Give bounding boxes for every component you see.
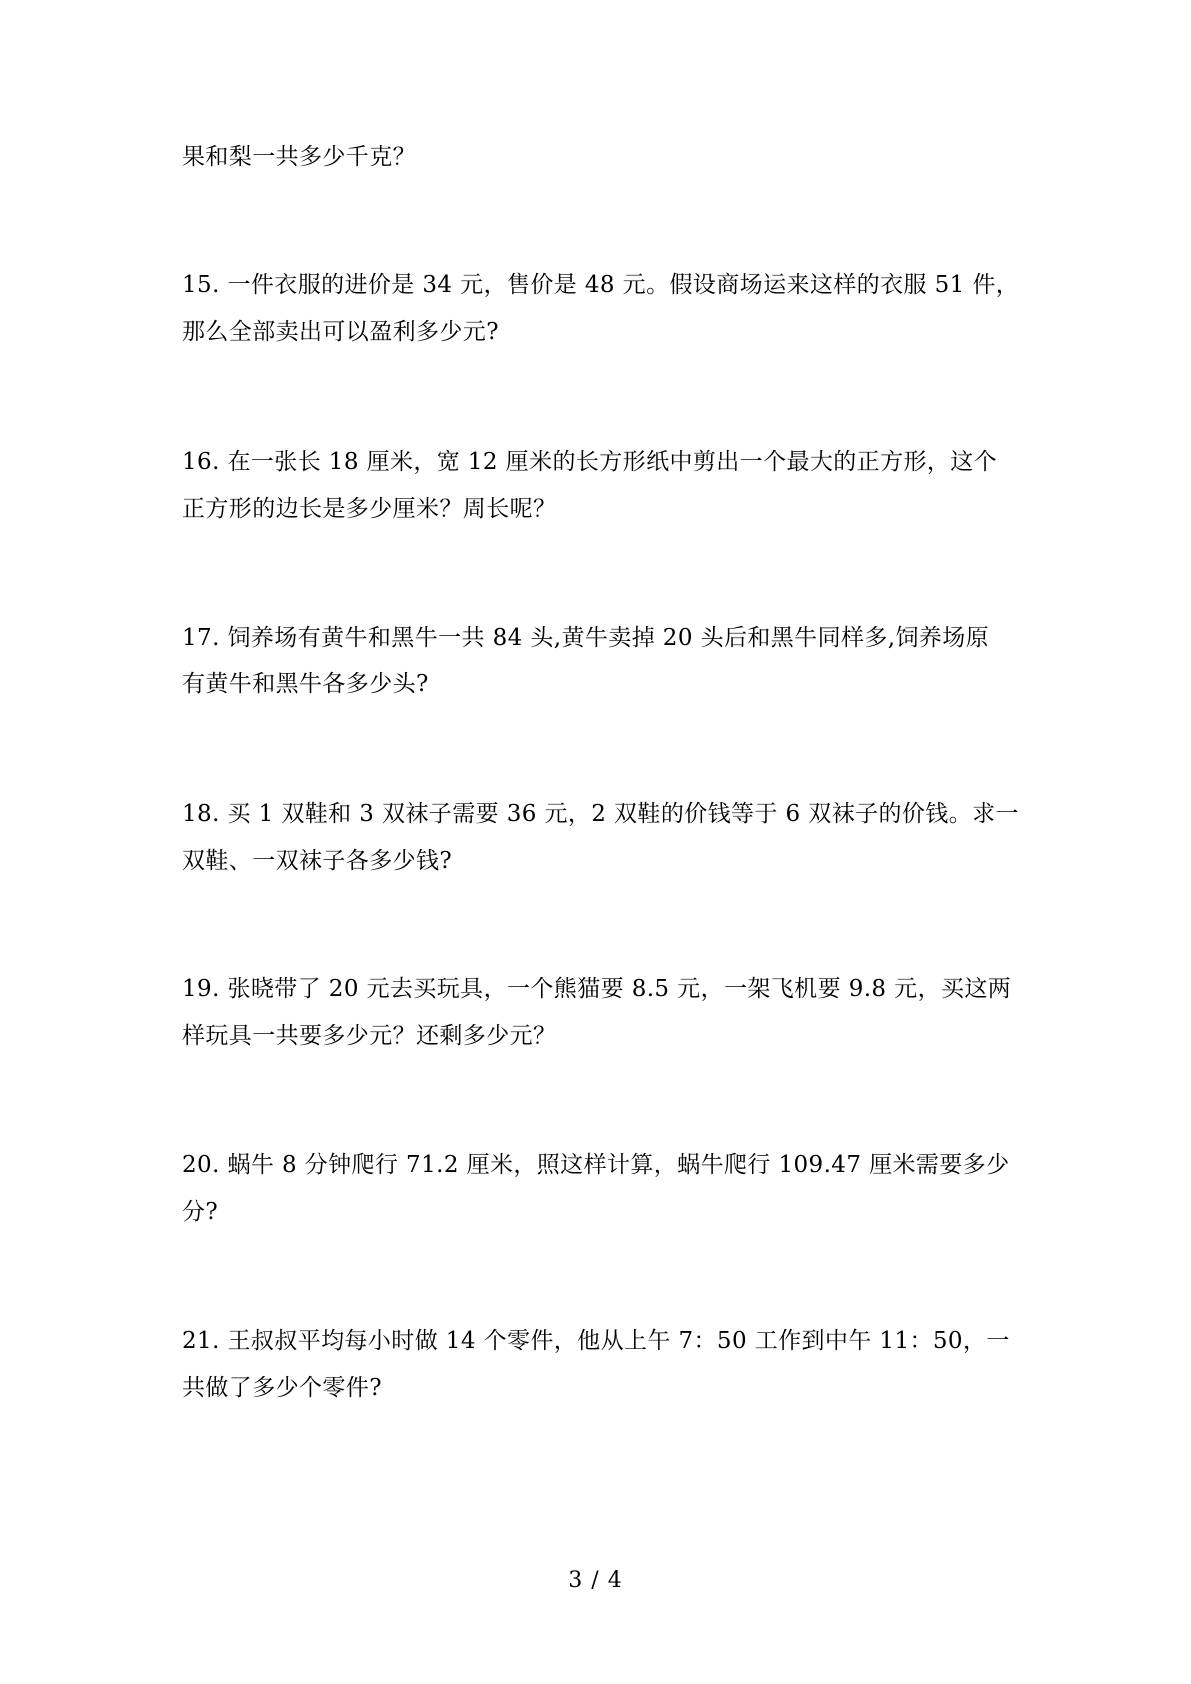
problem-line: 双鞋、一双袜子各多少钱? <box>182 848 453 874</box>
problem-line: 19. 张晓带了 20 元去买玩具，一个熊猫要 8.5 元，一架飞机要 9.8 元，买这两 <box>182 976 1012 1002</box>
problem-line: 分? <box>182 1199 219 1225</box>
problem-line: 20. 蜗牛 8 分钟爬行 71.2 厘米，照这样计算，蜗牛爬行 109.47 厘米需要多少 <box>182 1152 1010 1178</box>
problem-line: 15. 一件衣服的进价是 34 元，售价是 48 元。假设商场运来这样的衣服 51 件， <box>182 272 1020 298</box>
problem-line: 17. 饲养场有黄牛和黑牛一共 84 头,黄牛卖掉 20 头后和黑牛同样多,饲养场原 <box>182 625 990 651</box>
problem-line: 18. 买 1 双鞋和 3 双袜子需要 36 元，2 双鞋的价钱等于 6 双袜子的价钱。求一 <box>182 801 1019 827</box>
problem-line: 正方形的边长是多少厘米？周长呢？ <box>182 496 557 522</box>
problem-line: 那么全部卖出可以盈利多少元? <box>182 319 499 345</box>
continuation-line: 果和梨一共多少千克？ <box>182 144 416 170</box>
problem-line: 21. 王叔叔平均每小时做 14 个零件，他从上午 7：50 工作到中午 11：50，一 <box>182 1328 1010 1354</box>
problem-line: 样玩具一共要多少元？还剩多少元？ <box>182 1023 557 1049</box>
problem-line: 有黄牛和黑牛各多少头? <box>182 671 429 697</box>
problem-line: 共做了多少个零件? <box>182 1375 382 1401</box>
page-number: 3 / 4 <box>568 1568 623 1593</box>
problem-line: 16. 在一张长 18 厘米，宽 12 厘米的长方形纸中剪出一个最大的正方形，这个 <box>182 449 998 475</box>
